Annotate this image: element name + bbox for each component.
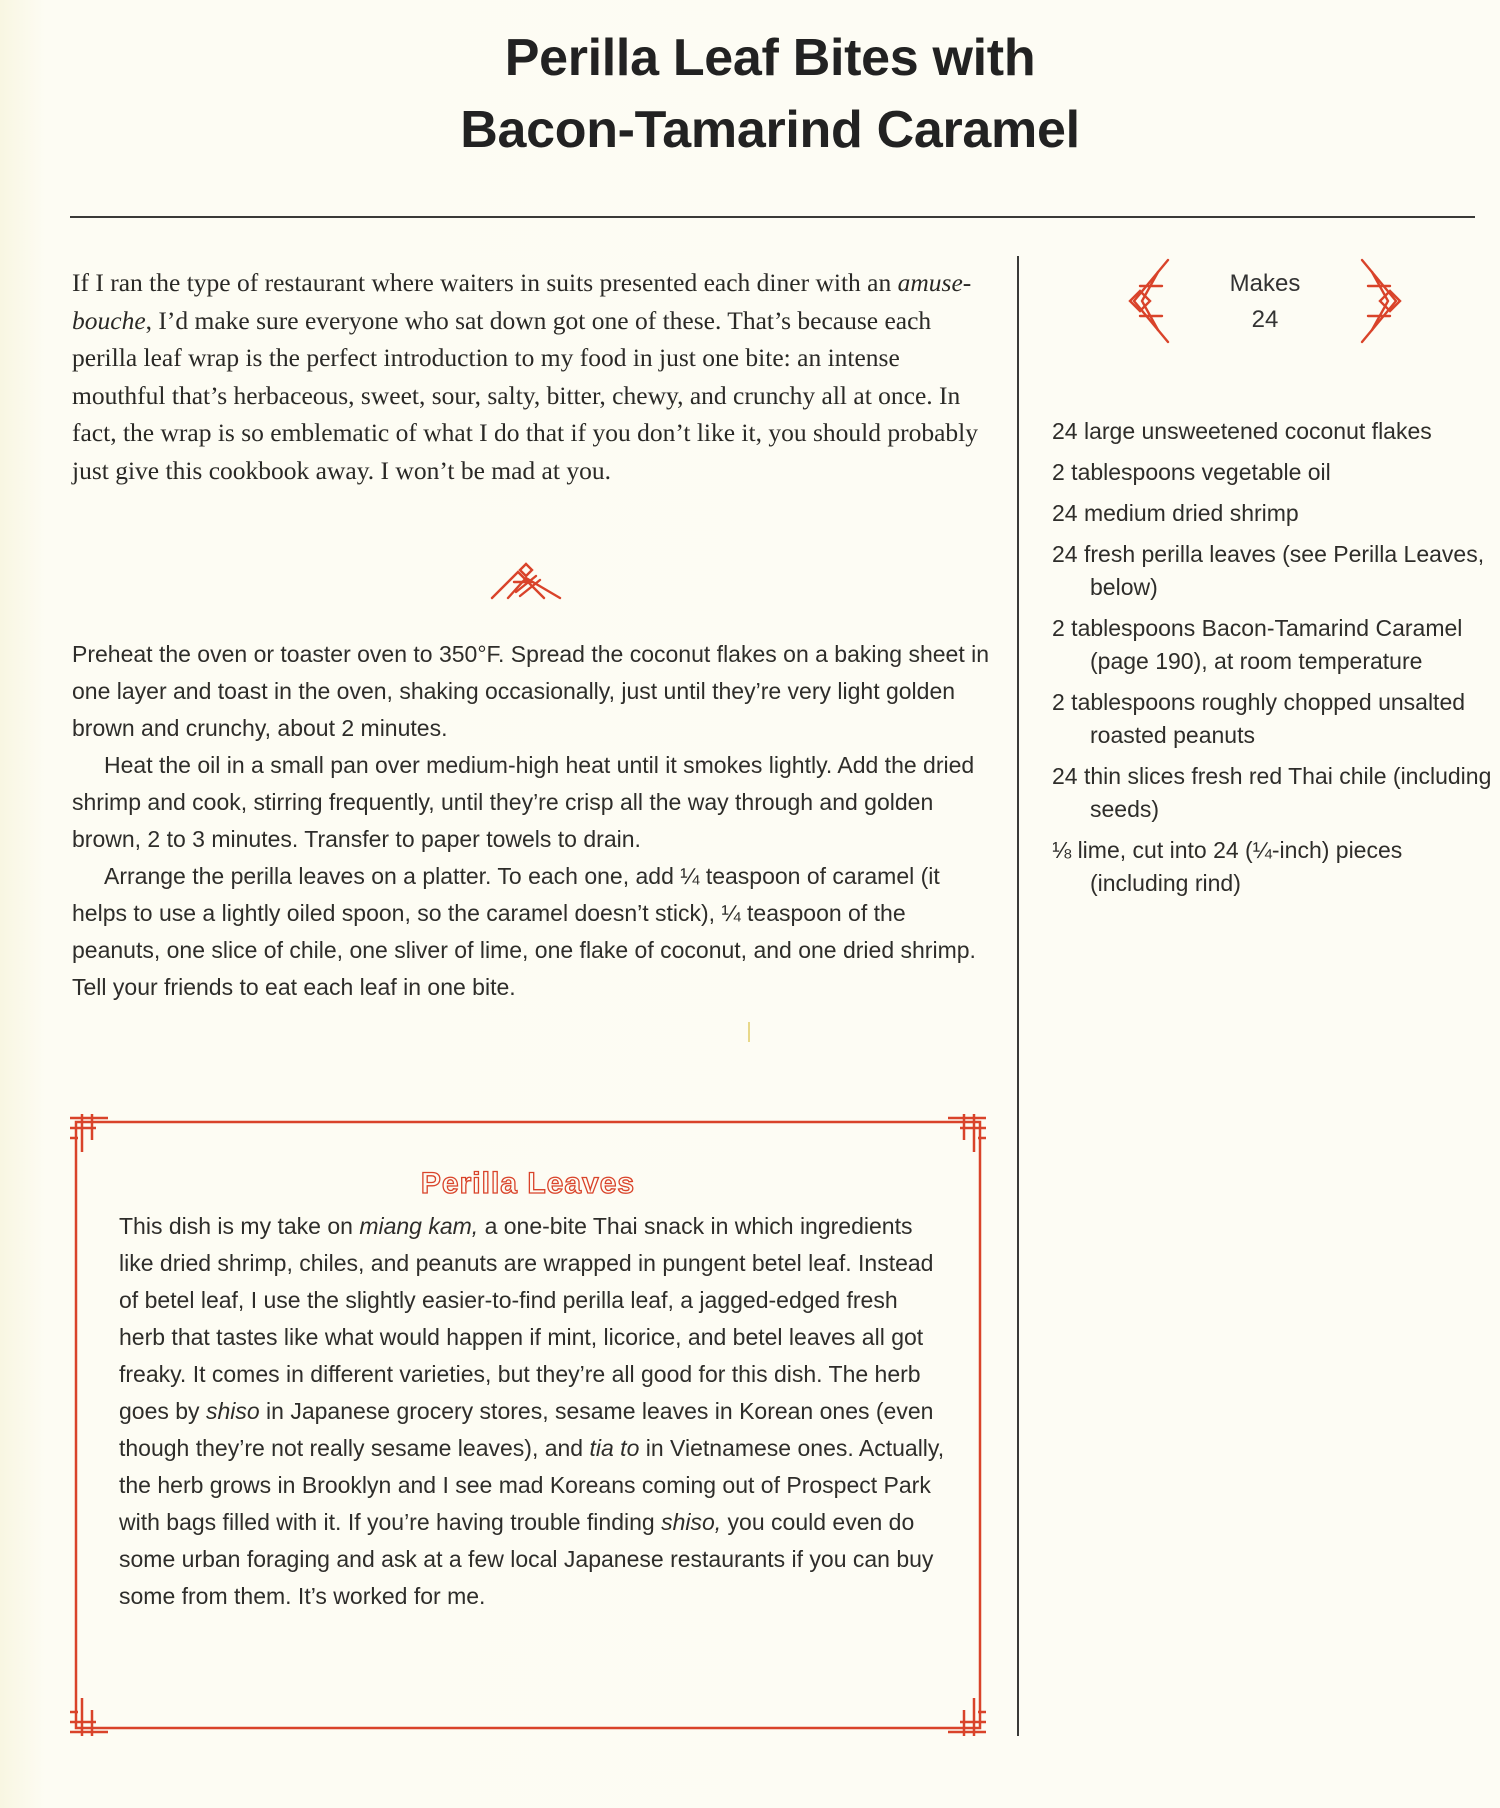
- method-step-2: Heat the oil in a small pan over medium-high heat until it smokes lightly. Add the dried shrimp and cook, stirring frequently, until they’re crisp all the way through and golden brown, 2 to 3 minutes. Transfer to paper towels to drain.: [72, 752, 975, 852]
- sidebar-body: This dish is my take on miang kam, a one-bite Thai snack in which ingredients like dried shrimp, chiles, and peanuts are wrapped in pungent betel leaf. Instead of betel leaf, I use the slightly easier-to-find perilla leaf, a jagged-edged fresh herb that tastes like what would happen if mint, licorice, and betel leaves all got freaky. It comes in different varieties, but they’re all good for this dish. The herb goes by shiso in Japanese grocery stores, sesame leaves in Korean ones (even though they’re not really sesame leaves), and tia to in Vietnamese ones. Actually, the herb grows in Brooklyn and I see mad Koreans coming out of Prospect Park with bags filled with it. If you’re having trouble finding shiso, you could even do some urban foraging and ask at a few local Japanese restaurants if you can buy some from them. It’s worked for me.: [119, 1213, 945, 1609]
- yield-label: Makes: [1229, 270, 1301, 297]
- title-rule: [70, 216, 1475, 218]
- ingredient-item: 2 tablespoons vegetable oil: [1052, 459, 1331, 485]
- ingredient-item: 24 large unsweetened coconut flakes: [1052, 418, 1432, 444]
- right-arrow-ornament-icon: [1354, 258, 1402, 344]
- recipe-title: [300, 22, 1240, 166]
- print-speck: [748, 1022, 750, 1042]
- ingredient-item: 2 tablespoons roughly chopped unsalted roasted peanuts: [1052, 689, 1466, 748]
- yield: [1210, 266, 1320, 338]
- yield-amount: 24: [1251, 306, 1279, 333]
- ingredient-item: 2 tablespoons Bacon-Tamarind Caramel (page 190), at room temperature: [1052, 615, 1463, 674]
- sidebar-title: Perilla Leaves: [420, 1167, 636, 1200]
- left-arrow-ornament-icon: [1128, 258, 1176, 344]
- ingredient-item: ⅛ lime, cut into 24 (¼-inch) pieces (including rind): [1052, 837, 1403, 896]
- ingredient-list: [1052, 415, 1492, 908]
- method-step-3: Arrange the perilla leaves on a platter. To each one, add ¼ teaspoon of caramel (it helps to use a lightly oiled spoon, so the caramel doesn’t stick), ¼ teaspoon of the peanuts, one slice of chile, one sliver of lime, one flake of coconut, and one dried shrimp. Tell your friends to eat each leaf in one bite.: [72, 863, 976, 1000]
- ingredient-item: 24 thin slices fresh red Thai chile (including seeds): [1052, 763, 1492, 822]
- italic-term: amuse-bouche: [72, 268, 972, 335]
- method-steps: [72, 636, 992, 1006]
- title-line-2: Bacon-Tamarind Caramel: [460, 101, 1080, 159]
- headnote: If I ran the type of restaurant where waiters in suits presented each diner with an amuse-bouche, I’d make sure everyone who sat down got one of these. That’s because each perilla leaf wrap is the perfect introduction to my food in just one bite: an intense mouthful that’s herbaceous, sweet, sour, salty, bitter, chewy, and crunchy all at once. In fact, the wrap is so emblematic of what I do that if you don’t like it, you should probably just give this cookbook away. I won’t be mad at you.: [72, 268, 979, 485]
- column-rule: [1017, 256, 1019, 1736]
- mountain-ornament-icon: [490, 562, 562, 600]
- title-line-1: Perilla Leaf Bites with: [504, 29, 1036, 87]
- method-step-1: Preheat the oven or toaster oven to 350°F. Spread the coconut flakes on a baking sheet in one layer and toast in the oven, shaking occasionally, just until they’re very light golden brown and crunchy, about 2 minutes.: [72, 641, 990, 741]
- ingredient-item: 24 medium dried shrimp: [1052, 500, 1299, 526]
- ingredient-item: 24 fresh perilla leaves (see Perilla Leaves, below): [1052, 541, 1485, 600]
